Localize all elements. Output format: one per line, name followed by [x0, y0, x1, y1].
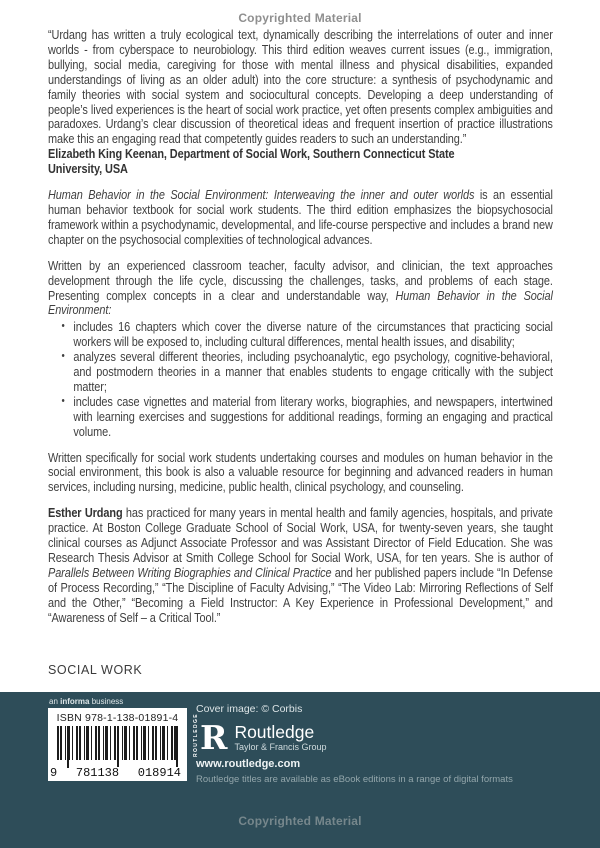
review-quote [48, 28, 553, 147]
review-attribution-line1: Elizabeth King Keenan, Department of Social Work, Southern Connecticut State [48, 146, 455, 162]
barcode-bars [57, 726, 178, 762]
informa-prefix: an [49, 697, 61, 706]
publisher-website-url: www.routledge.com [196, 758, 301, 770]
cover-image-credit: Cover image: © Corbis [196, 703, 303, 715]
publisher-wordmark [234, 721, 326, 753]
publisher-name: Routledge [234, 722, 315, 742]
book-title-italic-2: Human Behavior in the Social Environment: [48, 287, 553, 318]
informa-bold: informa [60, 697, 90, 706]
review-attribution [48, 147, 553, 177]
barcode-digits [48, 767, 187, 779]
subject-category-label: SOCIAL WORK [48, 663, 143, 677]
description-paragraph-1-text: is an essential human behavior textbook for social work students. The third edition emphasizes the biopsychosocial framework within a psychodynamic, developmental, and life-course perspective and includes a brand new chapter on the psychosocial complexities of technological advances. [48, 187, 553, 247]
author-bio-part1: has practiced for many years in mental health and family agencies, hospitals, and private practice. At Boston College Graduate School of Social Work, USA, for twenty-seven years, she taught clinical courses as Adjunct Associate Professor and was Assistant Director of Field Education. She was Research Thesis Advisor at Smith College School for Social Work, USA, for ten years. She is author of [48, 505, 553, 565]
barcode-guard-left [67, 726, 69, 768]
review-quote-text: “Urdang has written a truly ecological text, dynamically describing the interrelations of outer and inner worlds - from cyberspace to neurobiology. This third edition weaves current issues (e.g., immigration, bullying, social media, caregiving for those with mental illness and physical disabilities, expanded understandings of living as an older adult) into the core structure: a synthesis of psychodynamic and family theories with social system and sociocultural concepts. Developing a deep understanding of people’s lived experiences is the heart of social work practice, yet often presents complex ambiguities and paradoxes. Urdang’s clear discussion of theoretical ideas and frequent insertion of practice illustrations make this an engaging read that competently guides readers to such an understanding.” [48, 27, 553, 147]
informa-suffix: business [89, 697, 124, 706]
publisher-footer-band [0, 692, 600, 848]
routledge-logo [193, 713, 327, 757]
bullet-item-vignettes: • includes case vignettes and material from literary works, biographies, and newspapers, intertwined with learning exercises and suggestions for additional readings, forming an engaging and practical volume. [73, 395, 552, 440]
barcode-digit-group-2: 781138 [75, 766, 120, 780]
description-paragraph-2-text: Written by an experienced classroom teacher, faculty advisor, and clinician, the text approaches development through the life cycle, discussing the challenges, tasks, and problems of each stage. Presenting complex concepts in a clear and understandable way, [48, 257, 553, 303]
ebook-availability-note: Routledge titles are available as eBook editions in a range of digital formats [196, 774, 513, 785]
bullet-item-theories: • analyzes several different theories, including psychoanalytic, ego psychology, cognitive-behavioral, and postmodern theories in a manner that enables students to engage critically with the subject matter; [73, 350, 552, 395]
book-title-italic: Human Behavior in the Social Environment: Interweaving the inner and outer worlds [48, 187, 475, 203]
barcode-digit-group-3: 018914 [137, 766, 181, 780]
review-attribution-line2: University, USA [48, 161, 128, 177]
author-bio [48, 506, 553, 625]
description-paragraph-3: Written specifically for social work students undertaking courses and modules on human behavior in the social environment, this book is also a valuable resource for beginning and advanced readers in human services, including nursing, medicine, public health, clinical psychology, and counseling. [48, 449, 553, 495]
informa-business-label [49, 697, 123, 706]
copyright-notice-bottom: Copyrighted Material [238, 814, 362, 828]
back-cover-text [48, 28, 553, 626]
bullet-item-chapters: • includes 16 chapters which cover the diverse nature of the circumstances that practicing social workers will be exposed to, including cultural differences, mental health issues, and disability; [73, 320, 552, 350]
author-bio-part2: and her published papers include “In Defense of Process Recording,” “The Discipline of Faculty Advising,” “The Video Lab: Mirroring Reflections of Self and the Other,” “Becoming a Field Instructor: A Key Experience in Professional Development,” and “Awareness of Self – a Critical Tool.” [48, 564, 553, 625]
copyright-notice-top: Copyrighted Material [238, 11, 362, 25]
feature-bullet-list [48, 320, 553, 439]
isbn-barcode [48, 708, 187, 781]
routledge-r-icon: R [200, 718, 228, 757]
barcode-digit-group-1: 9 [50, 766, 58, 780]
description-paragraph-1 [48, 188, 553, 248]
author-name: Esther Urdang [48, 505, 123, 521]
publisher-group-name: Taylor & Francis Group [234, 742, 327, 752]
author-work-italic: Parallels Between Writing Biographies and Clinical Practice [48, 564, 332, 580]
barcode-guard-middle [117, 726, 119, 768]
routledge-vertical-wordmark: ROUTLEDGE [193, 713, 199, 757]
barcode-guard-right [176, 726, 178, 768]
description-paragraph-2 [48, 259, 553, 319]
isbn-number-label: ISBN 978-1-138-01891-4 [56, 712, 179, 724]
